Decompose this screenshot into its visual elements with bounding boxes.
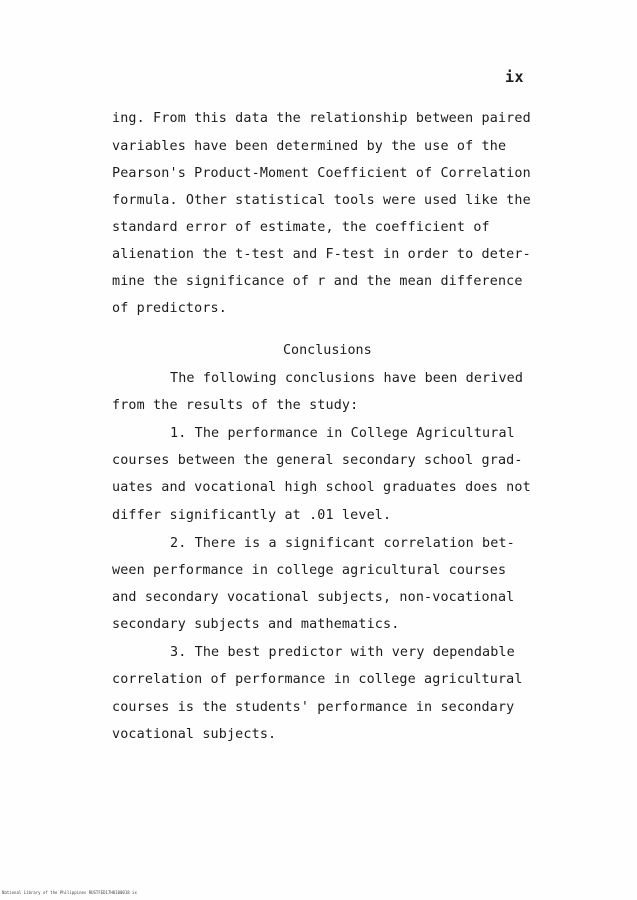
paragraph-line: ing. From this data the relationship between paired <box>112 111 531 126</box>
conclusion-3-line: courses is the students' performance in secondary <box>112 700 515 715</box>
conclusion-2-line: secondary subjects and mathematics. <box>112 617 400 632</box>
conclusion-1-line: uates and vocational high school graduates does not <box>112 480 531 495</box>
conclusion-1-line: differ significantly at .01 level. <box>112 508 392 523</box>
conclusion-3-line: vocational subjects. <box>112 727 277 742</box>
conclusion-1-line: 1. The performance in College Agricultural <box>170 426 515 441</box>
conclusion-2-line: ween performance in college agricultural courses <box>112 563 507 578</box>
paragraph-line: mine the significance of r and the mean difference <box>112 274 523 289</box>
paragraph-line: standard error of estimate, the coefficient of <box>112 220 490 235</box>
conclusion-3-line: 3. The best predictor with very dependable <box>170 645 515 660</box>
conclusion-2-line: and secondary vocational subjects, non-vocational <box>112 590 515 605</box>
page-number: ix <box>505 68 525 86</box>
intro-line: from the results of the study: <box>112 398 359 413</box>
footer-note: National Library of the Philippines RUSTFED17H0100018 ix <box>2 890 137 895</box>
paragraph-line: of predictors. <box>112 301 227 316</box>
intro-line: The following conclusions have been derived <box>170 371 524 386</box>
conclusion-3-line: correlation of performance in college agricultural <box>112 672 523 687</box>
paragraph-line: formula. Other statistical tools were used like the <box>112 193 531 208</box>
conclusion-1-line: courses between the general secondary school grad- <box>112 453 523 468</box>
section-heading: Conclusions <box>283 343 372 358</box>
paragraph-line: variables have been determined by the use of the <box>112 139 507 154</box>
paragraph-line: alienation the t-test and F-test in order to deter- <box>112 247 531 262</box>
paragraph-line: Pearson's Product-Moment Coefficient of Correlation <box>112 166 531 181</box>
conclusion-2-line: 2. There is a significant correlation bet- <box>170 536 515 551</box>
